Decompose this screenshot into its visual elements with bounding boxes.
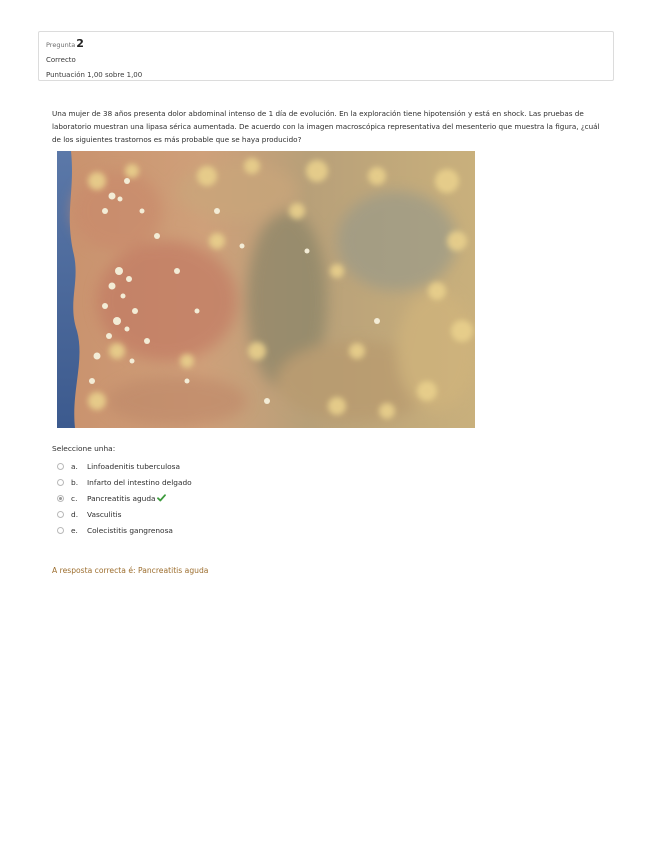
answer-letter: d.	[71, 509, 79, 519]
answer-option-b[interactable]	[57, 474, 192, 490]
correct-answer-feedback: A resposta correcta é: Pancreatitis aguda	[52, 566, 209, 575]
answer-letter: b.	[71, 477, 79, 487]
radio-button-selected[interactable]	[57, 495, 64, 502]
answer-option-d[interactable]	[57, 506, 192, 522]
answer-text: Colecistitis gangrenosa	[87, 525, 173, 535]
mesentery-specimen-image	[57, 151, 475, 428]
question-grade: Puntuación 1,00 sobre 1,00	[46, 71, 143, 79]
answer-option-e[interactable]	[57, 522, 192, 538]
answer-text: Vasculitis	[87, 509, 122, 519]
question-state: Correcto	[46, 56, 76, 64]
question-number: 2	[76, 37, 84, 50]
question-label: Pregunta	[46, 41, 76, 49]
answer-text: Infarto del intestino delgado	[87, 477, 192, 487]
radio-button[interactable]	[57, 479, 64, 486]
select-one-label: Seleccione unha:	[52, 444, 116, 453]
answer-letter: c.	[71, 493, 78, 503]
answer-option-a[interactable]	[57, 458, 192, 474]
answer-letter: a.	[71, 461, 78, 471]
question-text: Una mujer de 38 años presenta dolor abdominal intenso de 1 día de evolución. En la exploración tiene hipotensión y está en shock. Las pruebas de laboratorio muestran una lipasa sérica aumentada. De acuerdo con la imagen macroscópica representativa del mesenterio que muestra la figura, ¿cuál de los siguientes trastornos es más probable que se haya producido?	[52, 109, 600, 144]
question-number-line	[46, 36, 613, 53]
check-icon	[157, 494, 166, 502]
answer-text: Pancreatitis aguda	[87, 493, 156, 503]
answer-text: Linfoadenitis tuberculosa	[87, 461, 181, 471]
radio-button[interactable]	[57, 511, 64, 518]
radio-button[interactable]	[57, 463, 64, 470]
question-info-box	[38, 31, 614, 81]
answer-list	[57, 458, 192, 538]
answer-option-c[interactable]	[57, 490, 192, 506]
answer-letter: e.	[71, 525, 78, 535]
radio-button[interactable]	[57, 527, 64, 534]
